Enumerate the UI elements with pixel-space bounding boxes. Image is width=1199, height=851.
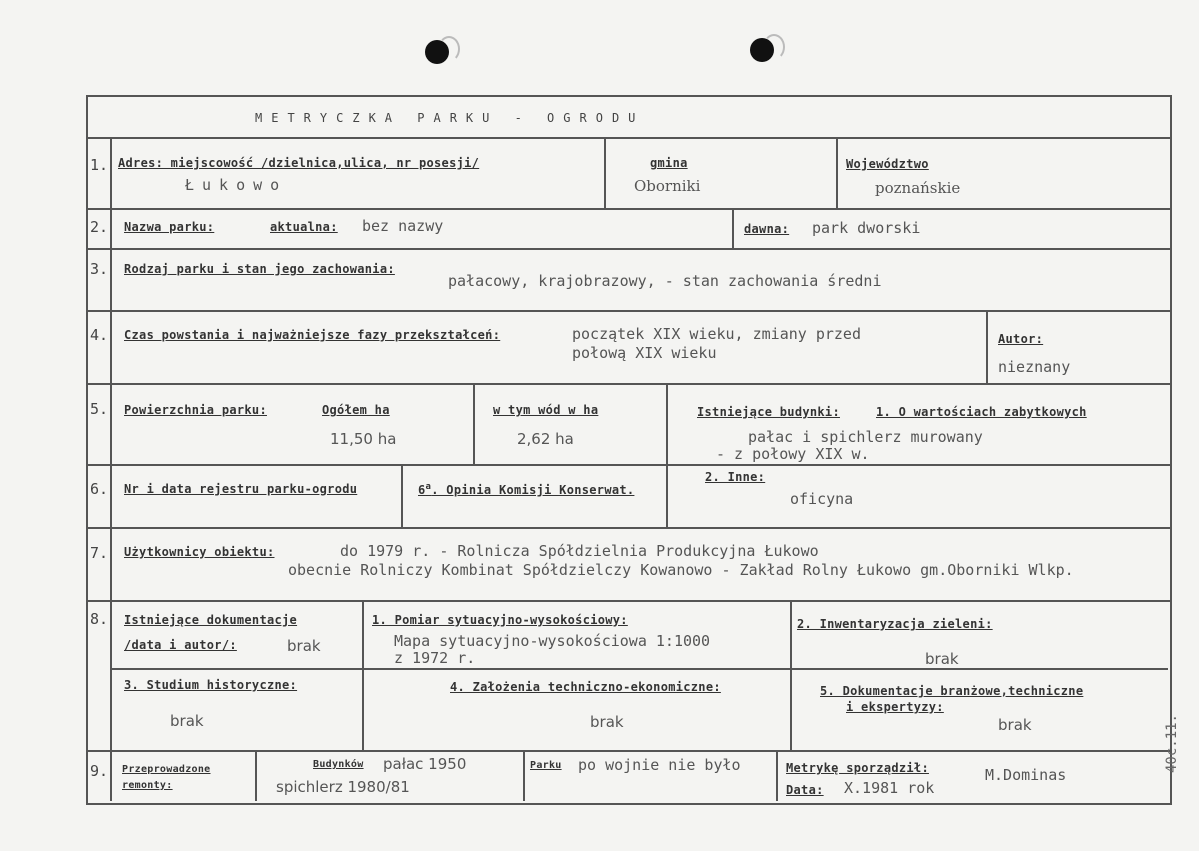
opinion-number: 6 [418, 483, 426, 497]
row-divider [86, 750, 1170, 752]
cell-divider [401, 464, 403, 527]
row-number: 5. [90, 400, 109, 418]
row-divider [110, 668, 1168, 670]
form-title: METRYCZKA PARKU - OGRODU [255, 111, 645, 125]
current-name-value: bez nazwy [362, 217, 444, 235]
buildings-value-line1: pałac i spichlerz murowany [748, 428, 983, 446]
branch-docs-label-2: i ekspertyzy: [846, 700, 944, 714]
date-value: X.1981 rok [844, 779, 935, 797]
total-area-label: Ogółem ha [322, 403, 390, 417]
row-number: 1. [90, 156, 109, 174]
buildings-renovation-line2: spichlerz 1980/81 [276, 778, 410, 796]
row-number: 6. [90, 480, 109, 498]
row-number: 7. [90, 544, 109, 562]
cell-divider [473, 383, 475, 464]
buildings-renovation-line1: pałac 1950 [383, 755, 467, 773]
prepared-by-label: Metrykę sporządził: [786, 761, 929, 775]
total-area-value: 11,50 ha [330, 430, 397, 448]
renovations-label-2: remonty: [122, 780, 173, 791]
cell-divider [523, 750, 525, 801]
opinion-superscript: a [425, 482, 432, 492]
users-label: Użytkownicy obiektu: [124, 545, 275, 559]
prepared-by-value: M.Dominas [985, 766, 1067, 784]
branch-docs-label: 5. Dokumentacje branżowe,techniczne [820, 684, 1084, 698]
cell-divider [776, 750, 778, 801]
row-divider [86, 383, 1170, 385]
buildings-label: Istniejące budynki: [697, 405, 840, 419]
cell-divider [790, 600, 792, 750]
address-value: Łukowo [185, 176, 288, 194]
survey-line1: Mapa sytuacyjno-wysokościowa 1:1000 [394, 632, 711, 650]
cell-divider [666, 383, 668, 527]
gmina-label: gmina [650, 156, 688, 170]
cell-divider [836, 137, 838, 208]
tech-value: brak [590, 713, 624, 731]
date-label: Data: [786, 783, 824, 797]
cell-divider [986, 310, 988, 383]
form-frame [86, 95, 1172, 805]
row-divider [86, 464, 1170, 466]
existing-docs-label-2: /data i autor/: [124, 638, 237, 652]
current-name-label: aktualna: [270, 220, 338, 234]
row-number: 4. [90, 326, 109, 344]
tech-label: 4. Założenia techniczno-ekonomiczne: [450, 680, 721, 694]
area-label: Powierzchnia parku: [124, 403, 267, 417]
buildings-value-line2: - z połowy XIX w. [716, 445, 870, 463]
existing-docs-label: Istniejące dokumentacje [124, 613, 298, 627]
survey-line2: z 1972 r. [394, 649, 476, 667]
cell-divider [604, 137, 606, 208]
park-type-label: Rodzaj parku i stan jego zachowania: [124, 262, 395, 276]
former-name-value: park dworski [812, 219, 921, 237]
monuments-label: 1. O wartościach zabytkowych [876, 405, 1087, 419]
row-number: 3. [90, 260, 109, 278]
park-renovation-value: po wojnie nie było [578, 756, 741, 774]
wojewodztwo-label: Województwo [846, 157, 929, 171]
history-label: 3. Studium historyczne: [124, 678, 298, 692]
register-label: Nr i data rejestru parku-ogrodu [124, 482, 358, 496]
greenery-label: 2. Inwentaryzacja zieleni: [797, 617, 993, 631]
row-divider [86, 137, 1170, 139]
punch-hole-right [750, 38, 774, 62]
row-divider [86, 310, 1170, 312]
row-number: 8. [90, 610, 109, 628]
other-buildings-value: oficyna [790, 490, 854, 508]
existing-docs-value: brak [287, 637, 321, 655]
margin-note: 40c.11. [1164, 714, 1180, 774]
origin-value-line1: początek XIX wieku, zmiany przed [572, 325, 861, 343]
row-number: 9. [90, 762, 109, 780]
origin-label: Czas powstania i najważniejsze fazy przekształceń: [124, 328, 501, 342]
park-renovation-label: Parku [530, 760, 562, 771]
users-line1: do 1979 r. - Rolnicza Spółdzielnia Produkcyjna Łukowo [340, 542, 819, 560]
buildings-renovation-label: Budynków [313, 759, 364, 770]
row-divider [86, 527, 1170, 529]
survey-label: 1. Pomiar sytuacyjno-wysokościowy: [372, 613, 628, 627]
cell-divider [362, 600, 364, 750]
renovations-label: Przeprowadzone [122, 764, 211, 775]
row-divider [86, 248, 1170, 250]
water-area-value: 2,62 ha [517, 430, 574, 448]
punch-hole-left [425, 40, 449, 64]
history-value: brak [170, 712, 204, 730]
cell-divider [255, 750, 257, 801]
origin-value-line2: połową XIX wieku [572, 344, 717, 362]
opinion-text: . Opinia Komisji Konserwat. [431, 483, 635, 497]
greenery-value: brak [925, 650, 959, 668]
number-column-divider [110, 137, 112, 801]
row-number: 2. [90, 218, 109, 236]
water-area-label: w tym wód w ha [493, 403, 599, 417]
former-name-label: dawna: [744, 222, 790, 236]
gmina-value: Oborniki [634, 177, 701, 195]
park-type-value: pałacowy, krajobrazowy, - stan zachowania średni [448, 272, 882, 290]
park-name-label: Nazwa parku: [124, 220, 215, 234]
author-label: Autor: [998, 332, 1044, 346]
cell-divider [732, 208, 734, 248]
users-line2: obecnie Rolniczy Kombinat Spółdzielczy Kowanowo - Zakład Rolny Łukowo gm.Oborniki Wlkp. [288, 561, 1074, 579]
branch-docs-value: brak [998, 716, 1032, 734]
other-buildings-label: 2. Inne: [705, 470, 766, 484]
wojewodztwo-value: poznańskie [875, 179, 961, 197]
opinion-label [418, 482, 634, 497]
address-label: Adres: miejscowość /dzielnica,ulica, nr posesji/ [118, 156, 480, 170]
author-value: nieznany [998, 358, 1071, 376]
row-divider [86, 600, 1170, 602]
row-divider [86, 208, 1170, 210]
